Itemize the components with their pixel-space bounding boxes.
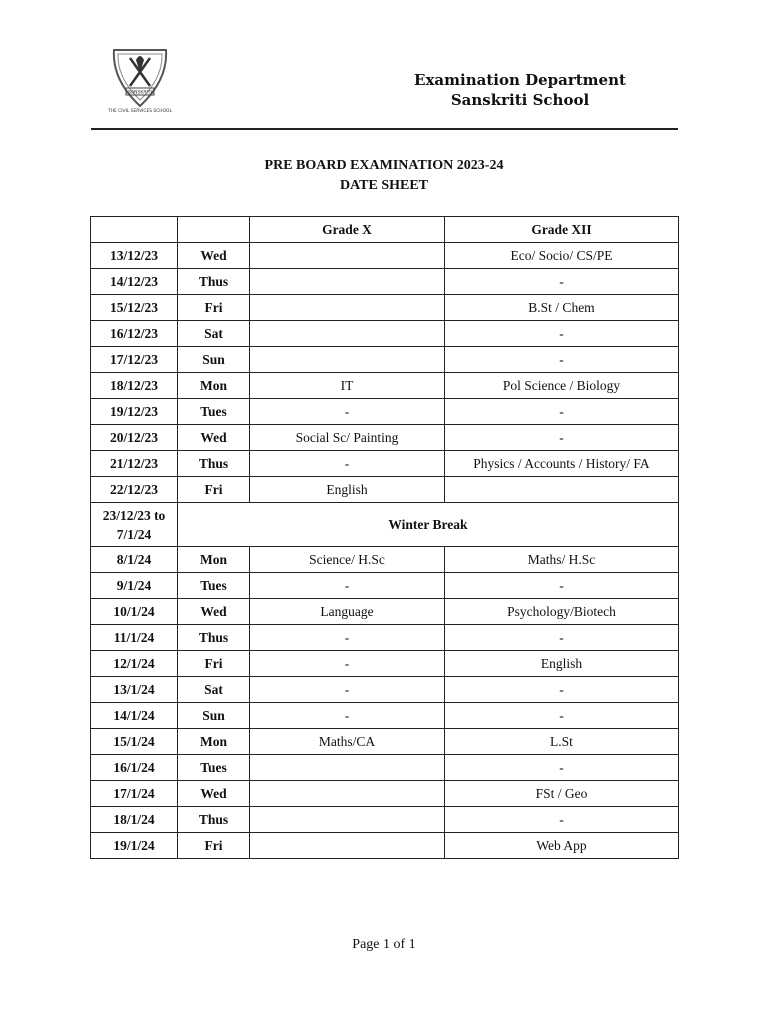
cell-day: Wed [178, 243, 250, 269]
school-crest-icon [100, 40, 180, 120]
cell-grade-x [250, 781, 445, 807]
cell-day: Mon [178, 729, 250, 755]
cell-grade-xii: - [445, 755, 679, 781]
page-number: Page 1 of 1 [352, 937, 416, 952]
cell-grade-xii: L.St [445, 729, 679, 755]
cell-grade-x: - [250, 651, 445, 677]
cell-grade-x [250, 807, 445, 833]
document-title [0, 156, 768, 196]
table-row [91, 781, 679, 807]
table-row [91, 573, 679, 599]
cell-date: 14/1/24 [91, 703, 178, 729]
winter-break-row [91, 503, 679, 547]
cell-date: 17/12/23 [91, 347, 178, 373]
cell-date: 13/12/23 [91, 243, 178, 269]
cell-grade-xii: - [445, 677, 679, 703]
cell-date: 19/12/23 [91, 399, 178, 425]
header-divider [91, 128, 678, 130]
table-row [91, 807, 679, 833]
cell-grade-xii: B.St / Chem [445, 295, 679, 321]
exam-title: PRE BOARD EXAMINATION 2023-24 [264, 158, 504, 173]
table-row [91, 451, 679, 477]
cell-date: 16/12/23 [91, 321, 178, 347]
cell-grade-xii: FSt / Geo [445, 781, 679, 807]
cell-day: Tues [178, 755, 250, 781]
cell-day: Mon [178, 547, 250, 573]
cell-date: 14/12/23 [91, 269, 178, 295]
cell-day: Sun [178, 703, 250, 729]
table-row [91, 833, 679, 859]
cell-grade-xii: Eco/ Socio/ CS/PE [445, 243, 679, 269]
table-row [91, 243, 679, 269]
table-row [91, 599, 679, 625]
table-row [91, 269, 679, 295]
cell-date: 15/12/23 [91, 295, 178, 321]
date-sheet-table [90, 216, 679, 859]
cell-grade-xii: - [445, 321, 679, 347]
cell-grade-x [250, 243, 445, 269]
cell-grade-xii: - [445, 269, 679, 295]
cell-day: Thus [178, 451, 250, 477]
cell-date: 20/12/23 [91, 425, 178, 451]
cell-date: 16/1/24 [91, 755, 178, 781]
cell-grade-xii: - [445, 425, 679, 451]
table-row [91, 625, 679, 651]
cell-grade-xii: - [445, 625, 679, 651]
table-row [91, 373, 679, 399]
cell-grade-xii: Web App [445, 833, 679, 859]
date-sheet-body [91, 217, 679, 859]
cell-grade-xii: - [445, 573, 679, 599]
cell-date: 17/1/24 [91, 781, 178, 807]
header-date [91, 217, 178, 243]
break-date-end: 7/1/24 [116, 526, 152, 542]
cell-grade-x: - [250, 399, 445, 425]
logo-banner-text: SANSKRITI [128, 90, 152, 96]
cell-grade-x: - [250, 677, 445, 703]
table-row [91, 321, 679, 347]
cell-grade-x [250, 833, 445, 859]
cell-grade-x: - [250, 573, 445, 599]
cell-date: 9/1/24 [91, 573, 178, 599]
break-date-range [91, 503, 178, 547]
cell-day: Sat [178, 321, 250, 347]
cell-grade-x: English [250, 477, 445, 503]
cell-grade-xii: - [445, 807, 679, 833]
cell-grade-x: - [250, 625, 445, 651]
cell-day: Tues [178, 573, 250, 599]
cell-grade-x [250, 321, 445, 347]
table-row [91, 399, 679, 425]
table-row [91, 295, 679, 321]
sheet-title: DATE SHEET [339, 178, 429, 193]
cell-grade-x: Science/ H.Sc [250, 547, 445, 573]
cell-grade-x: - [250, 703, 445, 729]
logo-motto-text: THE CIVIL SERVICES SCHOOL [108, 109, 172, 114]
cell-day: Thus [178, 625, 250, 651]
school-logo [100, 40, 180, 120]
school-name: Sanskriti School [450, 91, 590, 109]
cell-day: Fri [178, 477, 250, 503]
cell-day: Fri [178, 651, 250, 677]
cell-grade-x: Maths/CA [250, 729, 445, 755]
cell-grade-x [250, 269, 445, 295]
table-row [91, 729, 679, 755]
cell-day: Thus [178, 269, 250, 295]
cell-grade-xii: Psychology/Biotech [445, 599, 679, 625]
table-row [91, 651, 679, 677]
cell-day: Fri [178, 833, 250, 859]
cell-date: 22/12/23 [91, 477, 178, 503]
cell-date: 21/12/23 [91, 451, 178, 477]
header-grade-x: Grade X [250, 217, 445, 243]
cell-grade-x: - [250, 451, 445, 477]
cell-day: Sun [178, 347, 250, 373]
cell-date: 11/1/24 [91, 625, 178, 651]
cell-day: Thus [178, 807, 250, 833]
break-label: Winter Break [178, 503, 679, 547]
table-row [91, 425, 679, 451]
cell-date: 13/1/24 [91, 677, 178, 703]
cell-day: Tues [178, 399, 250, 425]
table-row [91, 703, 679, 729]
cell-date: 10/1/24 [91, 599, 178, 625]
cell-grade-xii: - [445, 703, 679, 729]
table-row [91, 677, 679, 703]
cell-day: Mon [178, 373, 250, 399]
table-row [91, 547, 679, 573]
cell-grade-x: Social Sc/ Painting [250, 425, 445, 451]
department-name: Examination Department [414, 71, 626, 89]
cell-date: 19/1/24 [91, 833, 178, 859]
cell-date: 8/1/24 [91, 547, 178, 573]
table-row [91, 755, 679, 781]
table-header-row [91, 217, 679, 243]
header-block [390, 70, 650, 110]
cell-grade-xii: Pol Science / Biology [445, 373, 679, 399]
header-grade-xii: Grade XII [445, 217, 679, 243]
cell-day: Wed [178, 425, 250, 451]
cell-grade-x [250, 755, 445, 781]
cell-grade-x [250, 347, 445, 373]
cell-grade-xii: - [445, 347, 679, 373]
cell-date: 15/1/24 [91, 729, 178, 755]
cell-day: Sat [178, 677, 250, 703]
table-row [91, 477, 679, 503]
break-date-start: 23/12/23 to [102, 507, 166, 523]
cell-day: Wed [178, 599, 250, 625]
cell-date: 12/1/24 [91, 651, 178, 677]
cell-grade-x: IT [250, 373, 445, 399]
cell-day: Fri [178, 295, 250, 321]
cell-date: 18/12/23 [91, 373, 178, 399]
cell-grade-x: Language [250, 599, 445, 625]
cell-grade-xii: - [445, 399, 679, 425]
cell-date: 18/1/24 [91, 807, 178, 833]
cell-grade-xii [445, 477, 679, 503]
cell-grade-xii: English [445, 651, 679, 677]
cell-grade-xii: Physics / Accounts / History/ FA [445, 451, 679, 477]
cell-grade-x [250, 295, 445, 321]
table-row [91, 347, 679, 373]
cell-grade-xii: Maths/ H.Sc [445, 547, 679, 573]
header-day [178, 217, 250, 243]
cell-day: Wed [178, 781, 250, 807]
